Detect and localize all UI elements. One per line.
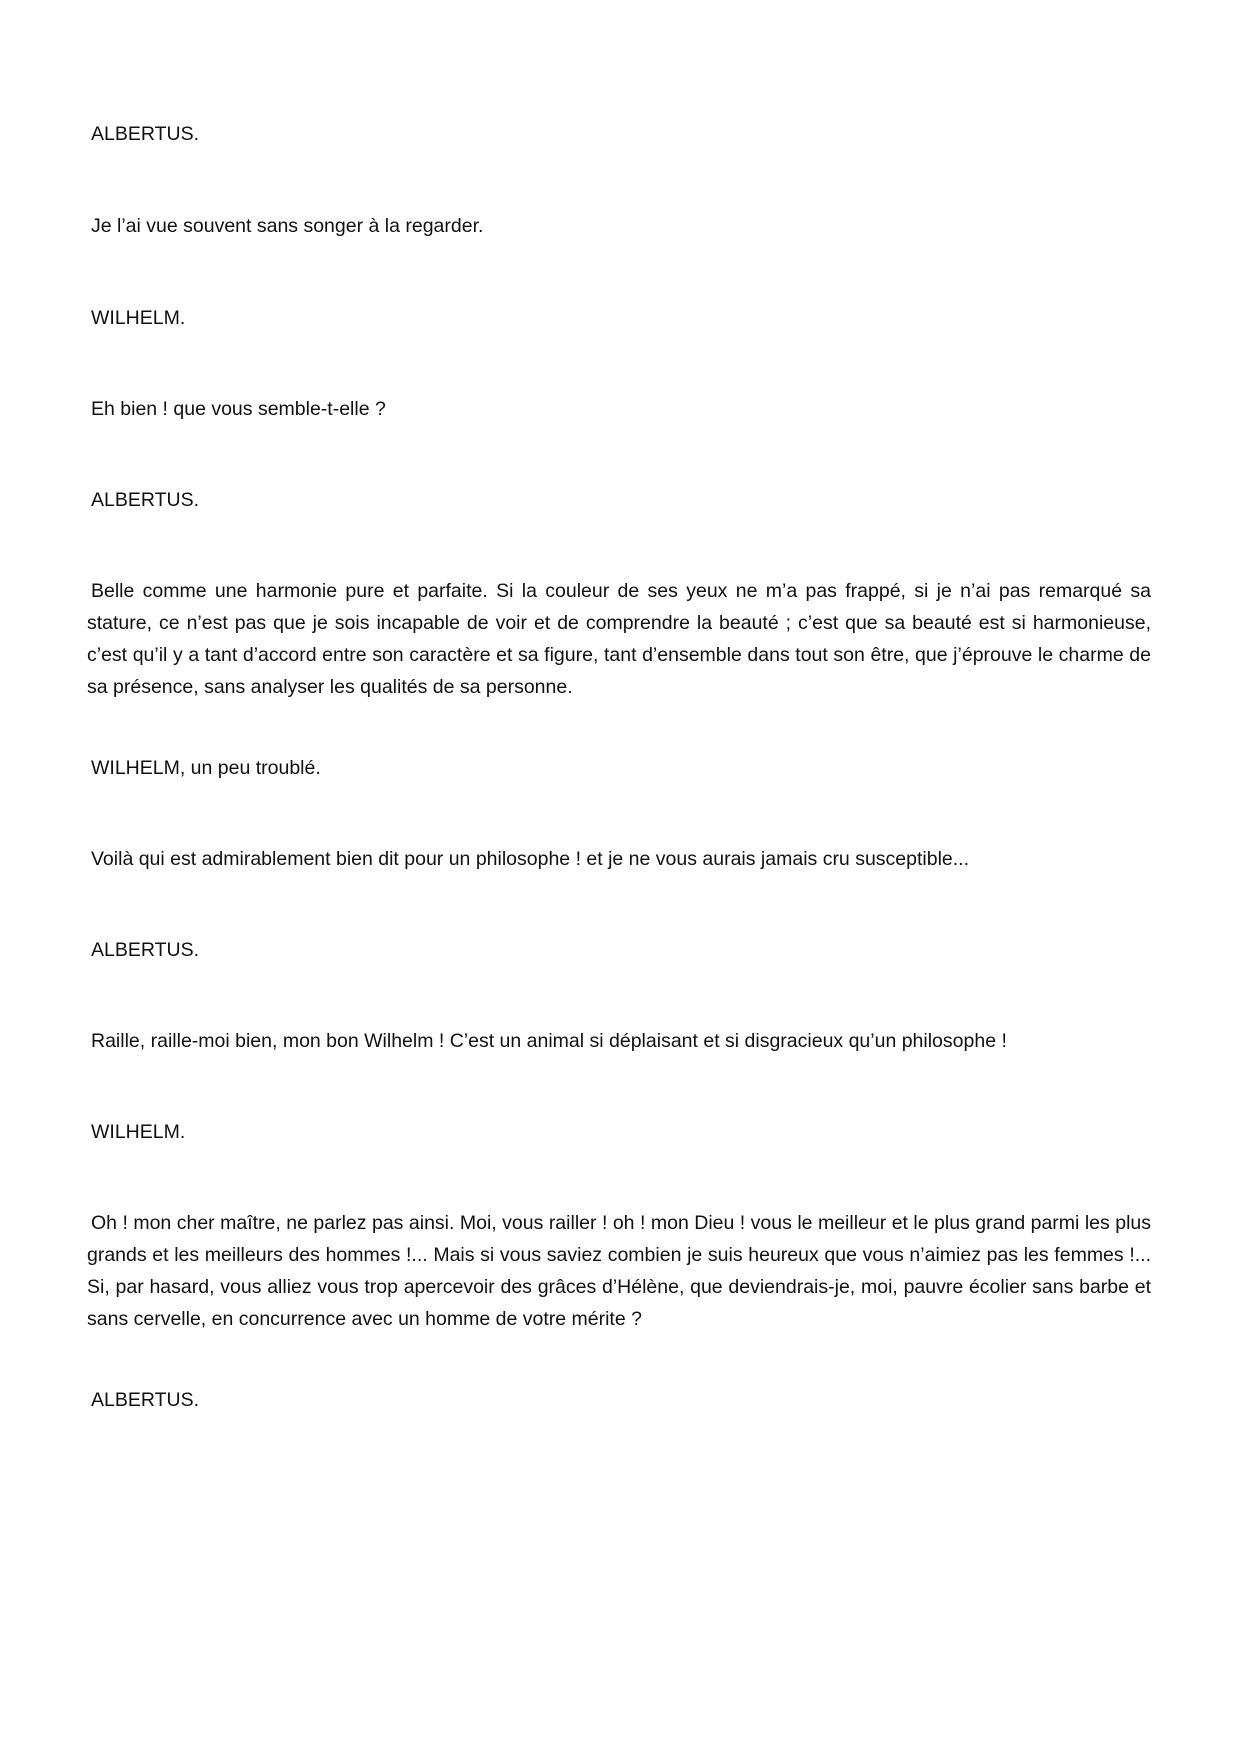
speech-line: Raille, raille-moi bien, mon bon Wilhelm ! C’est un animal si déplaisant et si disgracieux qu’un philosophe ! xyxy=(91,1030,1007,1052)
speaker-name: ALBERTUS. xyxy=(91,123,200,145)
speaker-name: WILHELM, un peu troublé. xyxy=(91,757,321,779)
speaker-name: ALBERTUS. xyxy=(91,1389,200,1411)
speaker-name: WILHELM. xyxy=(91,1121,186,1143)
speech-line: Je l’ai vue souvent sans songer à la regarder. xyxy=(91,215,484,237)
speech-paragraph: Oh ! mon cher maître, ne parlez pas ainsi. Moi, vous railler ! oh ! mon Dieu ! vous le meilleur et le plus grand parmi les plus grands et les meilleurs des hommes !... Mais si vous saviez combien je suis heureux que vous n’aimiez pas les femmes !... Si, par hasard, vous alliez vous trop apercevoir des grâces d’Hélène, que deviendrais-je, moi, pauvre écolier sans barbe et sans cervelle, en concurrence avec un homme de votre mérite ? xyxy=(87,1212,1151,1330)
speech-line: Eh bien ! que vous semble-t-elle ? xyxy=(91,398,386,420)
speaker-name: ALBERTUS. xyxy=(91,489,200,511)
speech-line: Voilà qui est admirablement bien dit pour un philosophe ! et je ne vous aurais jamais cru susceptible... xyxy=(91,848,970,870)
speaker-name: ALBERTUS. xyxy=(91,939,200,961)
speech-paragraph: Belle comme une harmonie pure et parfaite. Si la couleur de ses yeux ne m’a pas frappé, si je n’ai pas remarqué sa stature, ce n’est pas que je sois incapable de voir et de comprendre la beauté ; c’est que sa beauté est si harmonieuse, c’est qu’il y a tant d’accord entre son caractère et sa figure, tant d’ensemble dans tout son être, que j’éprouve le charme de sa présence, sans analyser les qualités de sa personne. xyxy=(87,580,1151,698)
speaker-name: WILHELM. xyxy=(91,307,186,329)
